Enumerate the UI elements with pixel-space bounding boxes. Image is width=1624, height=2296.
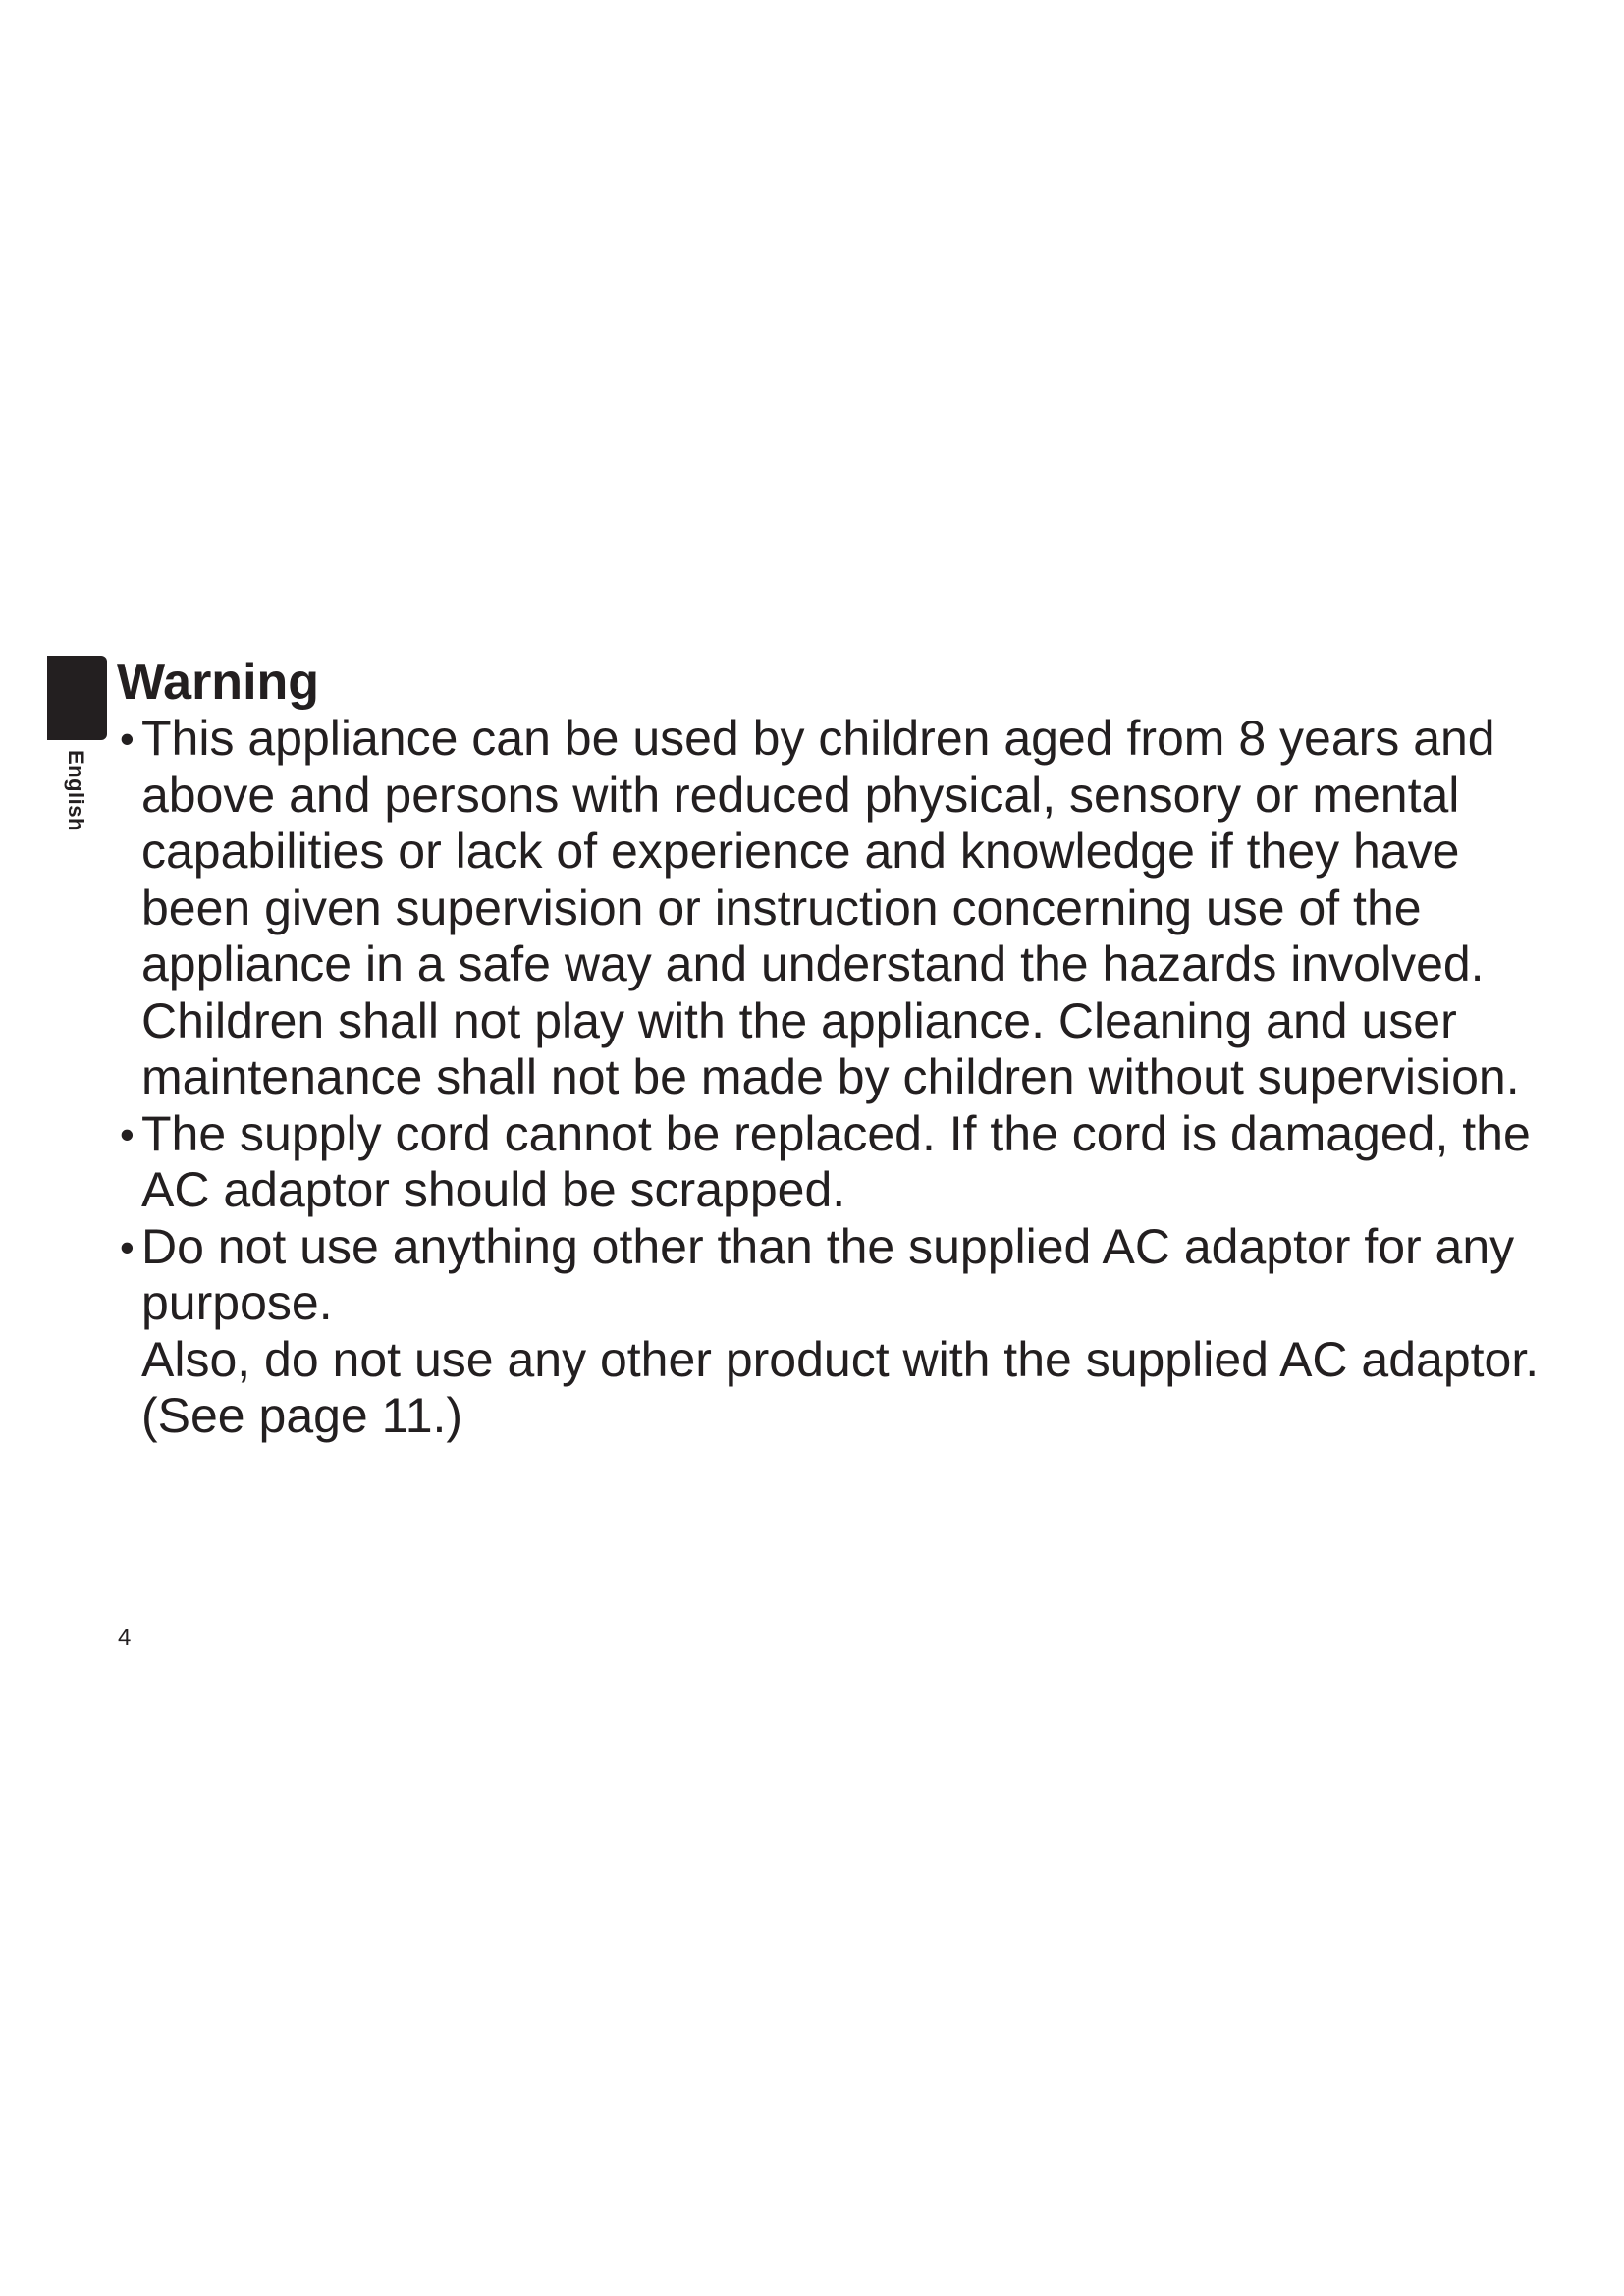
bullet-icon: • [120,1110,135,1157]
warning-item-supply-cord [120,1106,1553,1219]
bullet-icon: • [120,1223,135,1270]
warning-list [120,711,1553,1445]
warning-item-children [120,711,1553,1106]
page-number: 4 [118,1625,132,1651]
warning-text: The supply cord cannot be replaced. If the cord is damaged, the AC adaptor should be scrapped. [141,1105,1531,1217]
language-tab-marker [47,656,107,740]
warning-text: Do not use anything other than the supplied AC adaptor for any purpose. [141,1218,1515,1330]
language-label: English [64,750,88,831]
warning-text: This appliance can be used by children aged from 8 years and above and persons with reduced physical, sensory or mental capabilities or lack of experience and knowledge if they have been given supervision or instruction concerning use of the appliance in a safe way and understand the hazards involved. Children shall not play with the appliance. Cleaning and user maintenance shall not be made by children without supervision. [141,711,1520,1104]
warning-additional-note: Also, do not use any other product with the supplied AC adaptor. (See page 11.) [141,1331,1540,1443]
bullet-icon: • [120,716,135,762]
warning-item-ac-adaptor [120,1219,1553,1445]
warning-heading: Warning [117,654,320,711]
